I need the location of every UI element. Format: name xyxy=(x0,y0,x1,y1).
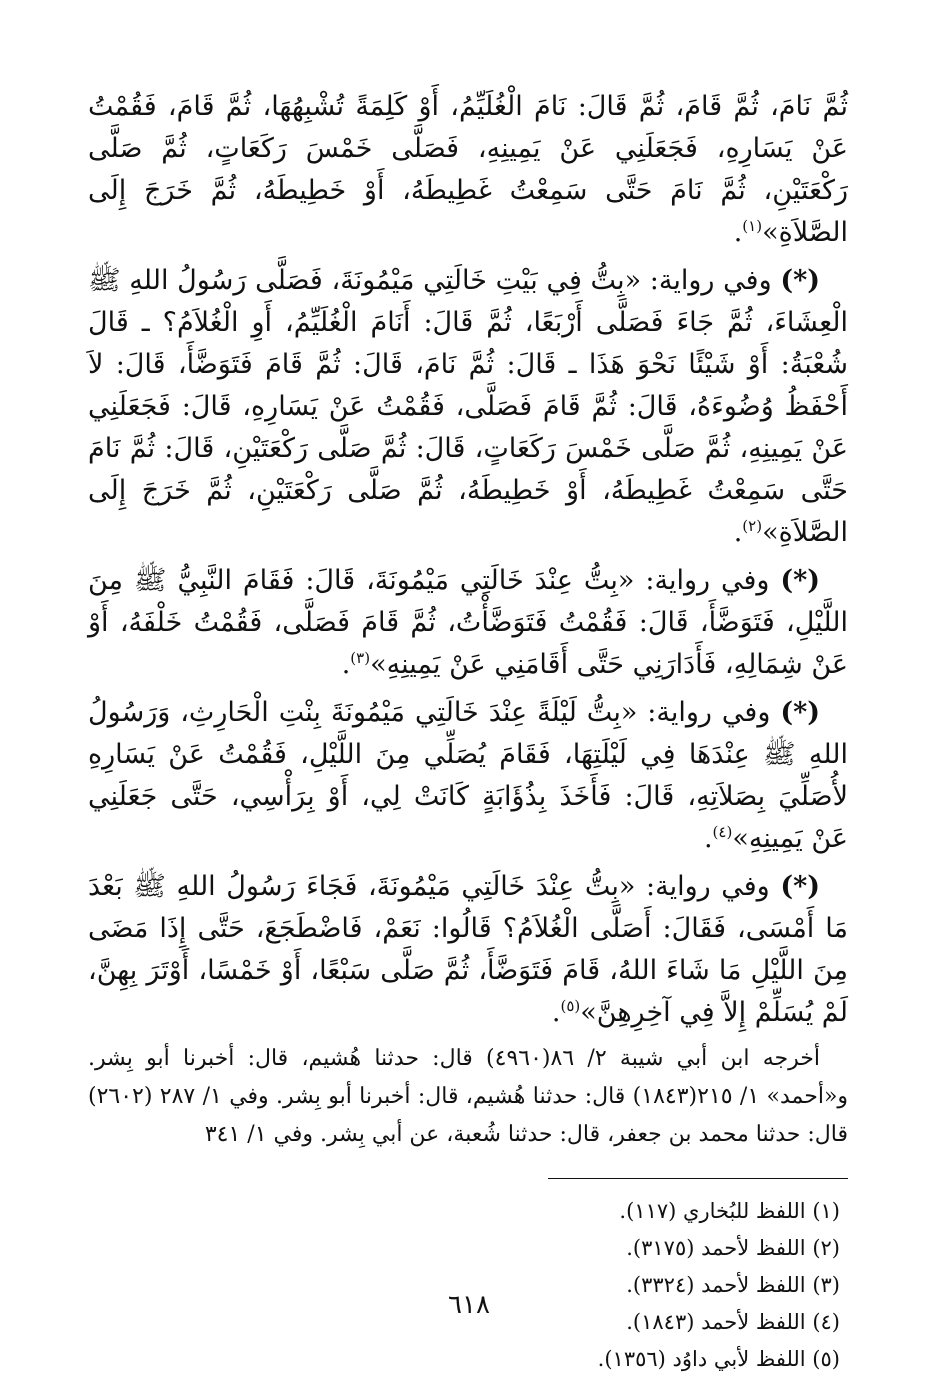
footnote-ref: (٤) xyxy=(712,823,733,841)
footnote-3: (٣) اللفظ لأحمد (٣٣٢٤). xyxy=(626,1273,840,1297)
paragraph-text: وفي رواية: «بِتُّ فِي بَيْتِ خَالَتِي مَيْمُونَةَ، فَصَلَّى رَسُولُ اللهِ ﷺ الْعِشَاءَ، ثُمَّ جَاءَ فَصَلَّى أَرْبَعًا، ثُمَّ قَالَ: أَنَامَ الْغُلَيِّمُ، أَوِ الْغُلاَمُ؟ ـ قَالَ شُعْبَةُ: أَوْ شَيْئًا نَحْوَ هَذَا ـ قَالَ: ثُمَّ نَامَ، قَالَ: ثُمَّ قَامَ فَتَوَضَّأَ، قَالَ: لاَ أَحْفَظُ وُضُوءَهُ، قَالَ: ثُمَّ قَامَ فَصَلَّى، فَقُمْتُ عَنْ يَسَارِهِ، قَالَ: فَجَعَلَنِي عَنْ يَمِينِهِ، ثُمَّ صَلَّى خَمْسَ رَكَعَاتٍ، قَالَ: ثُمَّ صَلَّى رَكْعَتَيْنِ، قَالَ: ثُمَّ نَامَ حَتَّى سَمِعْتُ غَطِيطَهُ، أَوْ خَطِيطَهُ، ثُمَّ صَلَّى رَكْعَتَيْنِ، ثُمَّ خَرَجَ إِلَى الصَّلاَةِ» xyxy=(88,265,848,548)
source-text: أخرجه ابن أبي شيبة ٢/ ٨٦(٤٩٦٠) قال: حدثنا هُشيم، قال: أخبرنا أبو بِشر. و«أحمد» ١/ ٢١٥(١٨٤٣) قال: حدثنا هُشيم، قال: أخبرنا أبو بِشر. وفي ١/ ٢٨٧ (٢٦٠٢) قال: حدثنا محمد بن جعفر، قال: حدثنا شُعبة، عن أبي بِشر. وفي ١/ ٣٤١ xyxy=(88,1046,849,1147)
footnote-ref: (٥) xyxy=(560,997,581,1015)
source-citation xyxy=(88,1040,848,1154)
asterisk-marker: (*) xyxy=(780,871,820,902)
page-number: ٦١٨ xyxy=(448,1290,490,1320)
asterisk-marker: (*) xyxy=(780,697,820,728)
footnote-ref: (٣) xyxy=(350,649,371,667)
hadith-paragraph-5: (*) وفي رواية: «بِتُّ عِنْدَ خَالَتِي مَيْمُونَةَ، فَجَاءَ رَسُولُ اللهِ ﷺ بَعْدَ مَا أَمْسَى، فَقَالَ: أَصَلَّى الْغُلاَمُ؟ قَالُوا: نَعَمْ، فَاضْطَجَعَ، حَتَّى إِذَا مَضَى مِنَ اللَّيْلِ مَا شَاءَ اللهُ، قَامَ فَتَوَضَّأَ، ثُمَّ صَلَّى سَبْعًا، أَوْ خَمْسًا، أَوْتَرَ بِهِنَّ، لَمْ يُسَلِّمْ إِلاَّ فِي آخِرِهِنَّ»$^{(٥)}$. xyxy=(88,871,848,1028)
hadith-paragraph-3: (*) وفي رواية: «بِتُّ عِنْدَ خَالَتِي مَيْمُونَةَ، قَالَ: فَقَامَ النَّبِيُّ ﷺ مِنَ اللَّيْلِ، فَتَوَضَّأَ، قَالَ: فَقُمْتُ فَتَوَضَّأْتُ، ثُمَّ قَامَ فَصَلَّى، فَقُمْتُ خَلْفَهُ، أَوْ عَنْ شِمَالِهِ، فَأَدَارَنِي حَتَّى أَقَامَنِي عَنْ يَمِينِهِ»$^{(٣)}$. xyxy=(88,565,848,680)
hadith-paragraph-4: (*) وفي رواية: «بِتُّ لَيْلَةً عِنْدَ خَالَتِي مَيْمُونَةَ بِنْتِ الْحَارِثِ، وَرَسُولُ اللهِ ﷺ عِنْدَهَا فِي لَيْلَتِهَا، فَقَامَ يُصَلِّي مِنَ اللَّيْلِ، فَقُمْتُ عَنْ يَسَارِهِ لأُصَلِّيَ بِصَلاَتِهِ، قَالَ: فَأَخَذَ بِذُؤَابَةٍ كَانَتْ لِي، أَوْ بِرَأْسِي، حَتَّى جَعَلَنِي عَنْ يَمِينِهِ»$^{(٤)}$. xyxy=(88,697,848,854)
paragraph-text: وفي رواية: «بِتُّ لَيْلَةً عِنْدَ خَالَتِي مَيْمُونَةَ بِنْتِ الْحَارِثِ، وَرَسُولُ اللهِ ﷺ عِنْدَهَا فِي لَيْلَتِهَا، فَقَامَ يُصَلِّي مِنَ اللَّيْلِ، فَقُمْتُ عَنْ يَسَارِهِ لأُصَلِّيَ بِصَلاَتِهِ، قَالَ: فَأَخَذَ بِذُؤَابَةٍ كَانَتْ لِي، أَوْ بِرَأْسِي، حَتَّى جَعَلَنِي عَنْ يَمِينِهِ» xyxy=(88,697,848,854)
footnote-2: (٢) اللفظ لأحمد (٣١٧٥). xyxy=(626,1236,840,1260)
paragraph-text: وفي رواية: «بِتُّ عِنْدَ خَالَتِي مَيْمُونَةَ، قَالَ: فَقَامَ النَّبِيُّ ﷺ مِنَ اللَّيْلِ، فَتَوَضَّأَ، قَالَ: فَقُمْتُ فَتَوَضَّأْتُ، ثُمَّ قَامَ فَصَلَّى، فَقُمْتُ خَلْفَهُ، أَوْ عَنْ شِمَالِهِ، فَأَدَارَنِي حَتَّى أَقَامَنِي عَنْ يَمِينِهِ» xyxy=(88,565,848,680)
footnote-1: (١) اللفظ للبُخاري (١١٧). xyxy=(619,1199,840,1223)
footnote-ref: (٢) xyxy=(742,517,763,535)
asterisk-marker: (*) xyxy=(780,565,820,596)
footnote-separator xyxy=(548,1178,848,1179)
asterisk-marker: (*) xyxy=(780,265,820,296)
footnote-4: (٤) اللفظ لأحمد (١٨٤٣). xyxy=(626,1310,840,1334)
footnote-5: (٥) اللفظ لأبي داوُد (١٣٥٦). xyxy=(597,1347,840,1371)
hadith-paragraph-2: (*) وفي رواية: «بِتُّ فِي بَيْتِ خَالَتِي مَيْمُونَةَ، فَصَلَّى رَسُولُ اللهِ ﷺ الْعِشَاءَ، ثُمَّ جَاءَ فَصَلَّى أَرْبَعًا، ثُمَّ قَالَ: أَنَامَ الْغُلَيِّمُ، أَوِ الْغُلاَمُ؟ ـ قَالَ شُعْبَةُ: أَوْ شَيْئًا نَحْوَ هَذَا ـ قَالَ: ثُمَّ نَامَ، قَالَ: ثُمَّ قَامَ فَتَوَضَّأَ، قَالَ: لاَ أَحْفَظُ وُضُوءَهُ، قَالَ: ثُمَّ قَامَ فَصَلَّى، فَقُمْتُ عَنْ يَسَارِهِ، قَالَ: فَجَعَلَنِي عَنْ يَمِينِهِ، ثُمَّ صَلَّى خَمْسَ رَكَعَاتٍ، قَالَ: ثُمَّ صَلَّى رَكْعَتَيْنِ، قَالَ: ثُمَّ نَامَ حَتَّى سَمِعْتُ غَطِيطَهُ، أَوْ خَطِيطَهُ، ثُمَّ صَلَّى رَكْعَتَيْنِ، ثُمَّ خَرَجَ إِلَى الصَّلاَةِ»$^{(٢)}$. xyxy=(88,265,848,548)
hadith-text xyxy=(88,86,848,1034)
paragraph-text: وفي رواية: «بِتُّ عِنْدَ خَالَتِي مَيْمُونَةَ، فَجَاءَ رَسُولُ اللهِ ﷺ بَعْدَ مَا أَمْسَى، فَقَالَ: أَصَلَّى الْغُلاَمُ؟ قَالُوا: نَعَمْ، فَاضْطَجَعَ، حَتَّى إِذَا مَضَى مِنَ اللَّيْلِ مَا شَاءَ اللهُ، قَامَ فَتَوَضَّأَ، ثُمَّ صَلَّى سَبْعًا، أَوْ خَمْسًا، أَوْتَرَ بِهِنَّ، لَمْ يُسَلِّمْ إِلاَّ فِي آخِرِهِنَّ» xyxy=(88,871,848,1028)
footnote-ref: (١) xyxy=(742,217,763,235)
paragraph-text: ثُمَّ نَامَ، ثُمَّ قَامَ، ثُمَّ قَالَ: نَامَ الْغُلَيِّمُ، أَوْ كَلِمَةً تُشْبِهُهَا، ثُمَّ قَامَ، فَقُمْتُ عَنْ يَسَارِهِ، فَجَعَلَنِي عَنْ يَمِينِهِ، فَصَلَّى خَمْسَ رَكَعَاتٍ، ثُمَّ صَلَّى رَكْعَتَيْنِ، ثُمَّ نَامَ حَتَّى سَمِعْتُ غَطِيطَهُ، أَوْ خَطِيطَهُ، ثُمَّ خَرَجَ إِلَى الصَّلاَةِ» xyxy=(88,91,848,248)
hadith-paragraph-1: ثُمَّ نَامَ، ثُمَّ قَامَ، ثُمَّ قَالَ: نَامَ الْغُلَيِّمُ، أَوْ كَلِمَةً تُشْبِهُهَا، ثُمَّ قَامَ، فَقُمْتُ عَنْ يَسَارِهِ، فَجَعَلَنِي عَنْ يَمِينِهِ، فَصَلَّى خَمْسَ رَكَعَاتٍ، ثُمَّ صَلَّى رَكْعَتَيْنِ، ثُمَّ نَامَ حَتَّى سَمِعْتُ غَطِيطَهُ، أَوْ خَطِيطَهُ، ثُمَّ خَرَجَ إِلَى الصَّلاَةِ»$^{(١)}$. xyxy=(88,91,848,248)
book-page xyxy=(88,86,849,1371)
footnotes xyxy=(88,1193,848,1378)
